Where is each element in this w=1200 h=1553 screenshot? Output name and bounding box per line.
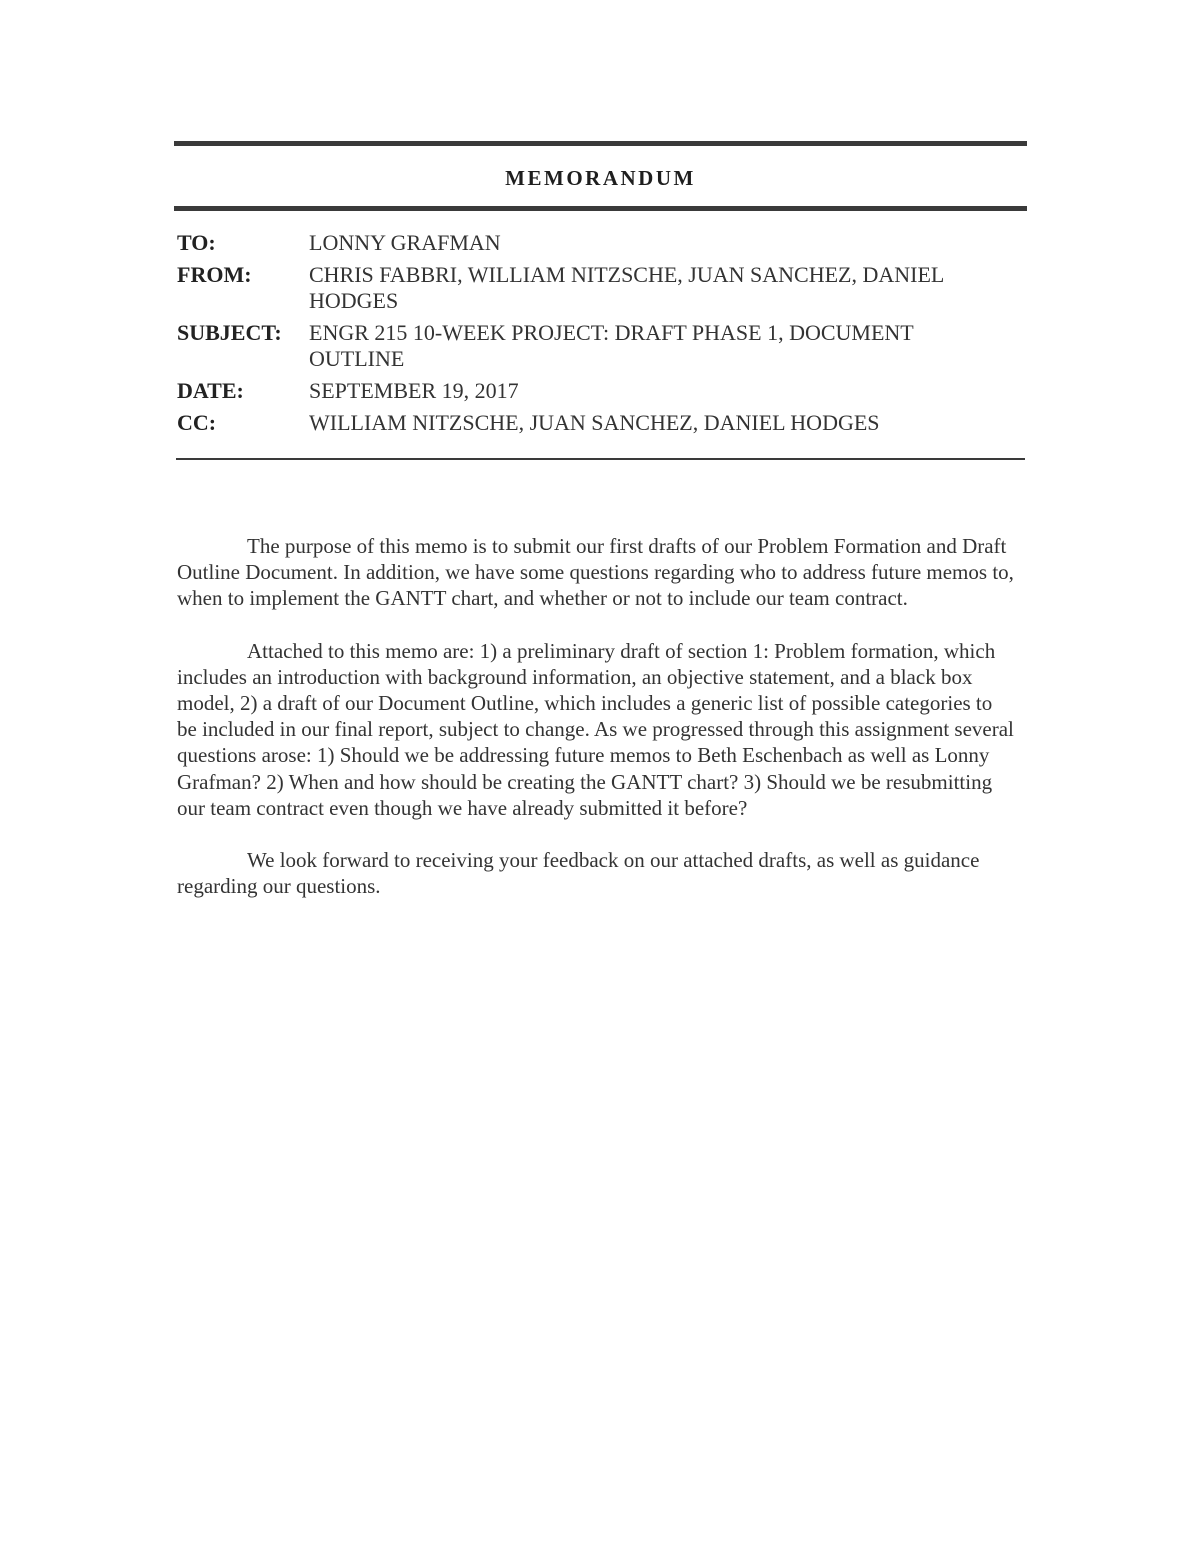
cc-label: CC: (177, 410, 217, 435)
title-bottom-rule (174, 206, 1027, 211)
from-value: CHRIS FABBRI, WILLIAM NITZSCHE, JUAN SANCHEZ, DANIEL HODGES (309, 262, 944, 313)
subject-label: SUBJECT: (177, 320, 282, 345)
paragraph-attachments: Attached to this memo are: 1) a preliminary draft of section 1: Problem formation, which includes an introduction with background information, an objective statement, and a black box model, 2) a draft of our Document Outline, which includes a generic list of possible categories to be included in our final report, subject to change. As we progressed through this assignment several questions arose: 1) Should we be addressing future memos to Beth Eschenbach as well as Lonny Grafman? 2) When and how should be creating the GANTT chart? 3) Should we be resubmitting our team contract even though we have already submitted it before? (177, 638, 1014, 820)
date-row (177, 378, 1027, 404)
cc-value: WILLIAM NITZSCHE, JUAN SANCHEZ, DANIEL HODGES (309, 410, 880, 435)
cc-row (177, 410, 1027, 436)
to-row (177, 230, 1027, 256)
subject-row (177, 320, 1027, 372)
subject-value: ENGR 215 10-WEEK PROJECT: DRAFT PHASE 1, DOCUMENT OUTLINE (309, 320, 914, 371)
paragraph-purpose: The purpose of this memo is to submit our first drafts of our Problem Formation and Draft Outline Document. In addition, we have some questions regarding who to address future memos to, when to implement the GANTT chart, and whether or not to include our team contract. (177, 534, 1014, 611)
to-value: LONNY GRAFMAN (309, 230, 501, 255)
header-fields (174, 230, 1027, 436)
memo-header (174, 141, 1027, 442)
paragraph-closing: We look forward to receiving your feedback on our attached drafts, as well as guidance regarding our questions. (177, 848, 980, 899)
from-label: FROM: (177, 262, 252, 287)
to-label: TO: (177, 230, 216, 255)
memo-body (177, 533, 1017, 925)
date-label: DATE: (177, 378, 244, 403)
memo-title: MEMORANDUM (505, 166, 696, 190)
date-value: SEPTEMBER 19, 2017 (309, 378, 519, 403)
from-row (177, 262, 1027, 314)
header-divider (176, 458, 1025, 460)
